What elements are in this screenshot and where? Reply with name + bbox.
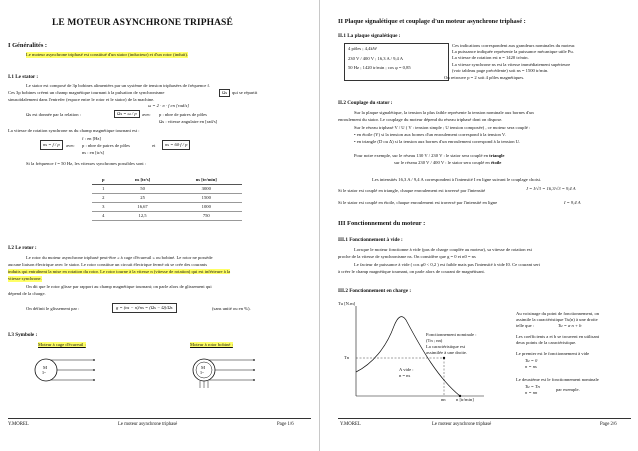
- graph-idle-label-2: n = ns: [399, 373, 411, 378]
- rotor-para-line-4: vitesse synchrone.: [8, 276, 42, 281]
- rotor-para-line-1: Le rotor du moteur asynchrone triphasé peut-être « à cage d'écureuil » ou bobiné. Le rotor ne possède: [26, 255, 213, 260]
- motor-m-label-wound: M: [201, 365, 206, 370]
- ns-intro: La vitesse de rotation synchrone ns du champ magnétique tournant est :: [8, 128, 140, 133]
- motor-phase-label-cage: 3~: [42, 371, 46, 375]
- def-ns: ns : en [tr/s]: [82, 150, 105, 155]
- def-p: p : nbre de paires de pôles: [159, 112, 207, 117]
- linear-approx-2: assimile la caractéristique Tu(n) à une droite: [516, 317, 598, 322]
- table-cell: 12,5: [115, 211, 171, 220]
- motor-phase-label-wound: 3~: [200, 371, 204, 375]
- document-title: LE MOTEUR ASYNCHRONE TRIPHASÉ: [52, 18, 233, 28]
- slip-definition-label: On définit le glissement par :: [26, 306, 80, 311]
- first-point-label: Le premier est le fonctionnement à vide: [516, 351, 590, 356]
- first-point-tu: Tu = 0: [525, 358, 538, 363]
- table-cell: 1: [92, 184, 115, 193]
- example-delta-text: Pour notre exemple, sur le réseau 130 V / 230 V : le stator sera couplé en: [354, 153, 488, 158]
- nameplate-line-3: 50 Hz ; 1420 tr/min ; cos φ = 0,85: [348, 65, 411, 71]
- par-exemple: par exemple.: [556, 387, 580, 392]
- table-cell: 1000: [171, 202, 242, 211]
- omega-s-definition: Ωs est donnée par la relation :: [26, 112, 81, 117]
- footer-course: Le moteur asynchrone triphasé: [118, 422, 178, 427]
- wound-motor-label: Moteur à rotor bobiné :: [190, 342, 233, 347]
- omega-s-box: Ωs: [219, 89, 230, 97]
- graph-op-label-4: assimilée à une droite.: [426, 350, 468, 355]
- rotor-para-line-3-text: induits qui entraînent la mise en rotation du rotor. Le rotor tourne à la vitesse n (vitesse de rotation) qui est inférieure à la: [8, 269, 231, 274]
- terminal-dot: [93, 379, 95, 381]
- ns-formula-box: ns = f / p: [40, 140, 63, 150]
- delta-current-note: Si le stator est couplé en triangle, chaque enroulement est traversé par l'intensité: [338, 188, 486, 193]
- table-cell: 3: [92, 202, 115, 211]
- coefficients-2: deux points de la caractéristique.: [516, 340, 577, 345]
- linear-approx-3: telle que :: [516, 323, 535, 328]
- graph-op-label-3: La caractéristique est: [426, 344, 466, 349]
- terminal-dot: [93, 359, 95, 361]
- footer-author: Y.MOREL: [8, 422, 29, 427]
- footer-rule: [338, 418, 631, 419]
- table-cell: 50: [115, 184, 171, 193]
- second-point-tu: Tu = Tn: [525, 384, 540, 389]
- wound-motor-symbol: [188, 348, 260, 390]
- table-cell: 3000: [171, 184, 242, 193]
- terminal-dot: [253, 379, 255, 381]
- idle-para-line-2: proche de la vitesse de synchronisme ns. On considère que g = 0 et n0 = ns: [338, 254, 476, 259]
- section-2-heading: II Plaque signalétique et couplage d'un moteur asynchrone triphasé :: [338, 18, 526, 25]
- cage-motor-symbol: [30, 348, 100, 388]
- avec-label-2: avec: [66, 143, 75, 148]
- example-star-bold: étoile: [490, 160, 502, 165]
- table-row: [92, 184, 242, 193]
- synchronous-speed-table: [92, 175, 242, 221]
- slip-para-line-1: On dit que le rotor glisse par rapport au champ magnétique tournant; on parle alors de glissement qui: [26, 284, 212, 289]
- motor-m-label-cage: M: [43, 365, 48, 370]
- idle-power-factor-2: à créer le champ magnétique tournant, on parle alors de courant de magnétisant.: [338, 269, 485, 274]
- graph-op-label-2: (Tn ; nn): [426, 338, 443, 343]
- section-3-1-heading: III.1 Fonctionnement à vide :: [338, 237, 403, 243]
- section-1-1-heading: I.1 Le stator :: [8, 74, 39, 80]
- nameplate-desc-6: On retrouve p = 2 soit 4 pôles magnétiques.: [444, 75, 525, 80]
- nameplate-desc-2: La puissance indiquée représente la puissance mécanique utile Pu.: [452, 49, 574, 54]
- graph-idle-label-1: A vide :: [399, 367, 414, 372]
- coupling-para-line-1: Sur la plaque signalétique, la tension la plus faible représente la tension nominale aux bornes d'un: [354, 110, 534, 115]
- def-f: f : en [Hz]: [82, 136, 102, 141]
- table-cell: 750: [171, 211, 242, 220]
- footer-page: Page 2/6: [600, 422, 617, 427]
- nameplate-desc-1: Ces indications correspondent aux grandeurs nominales du moteur.: [452, 43, 576, 48]
- linear-formula: Tu = a·n + b: [558, 323, 582, 328]
- table-header-ns-trmin: ns [tr/min]: [171, 175, 242, 184]
- stator-para-line-1: Le stator est composé de 3p bobines alimentées par un système de tension triphasées de fréquence f.: [26, 83, 211, 88]
- idle-para-line-1: Lorsque le moteur fonctionne à vide (pas de charge couplée au moteur), sa vitesse de rotation est: [354, 247, 532, 252]
- slip-formula-box: g = (ns − n)/ns = (Ωs − Ω)/Ωs: [112, 303, 177, 313]
- terminal-dot: [253, 359, 255, 361]
- stator-para-line-3: sinusoïdalement dans l'entrefer (espace entre le rotor et le stator) de la machine.: [8, 97, 155, 102]
- example-star-text: sur le réseau 230 V / 400 V : le stator sera couplé en: [394, 160, 490, 165]
- footer-course: Le moteur asynchrone triphasé: [432, 422, 492, 427]
- table-cell: 16,67: [115, 202, 171, 211]
- table-cell: 25: [115, 193, 171, 202]
- rotor-para-line-2: aucune liaison électrique avec le stator. Le rotor constitue un circuit électrique fermé où se crée des courants: [8, 262, 207, 267]
- line-current-note: Les intensités 16,3 A / 9,4 A correspondent à l'intensité I en ligne suivant le couplage choisi.: [372, 177, 542, 182]
- def-omega-s: Ωs : vitesse angulaire en [rad/s]: [159, 119, 218, 124]
- example-delta: [354, 153, 504, 159]
- torque-curve: [356, 317, 460, 396]
- nameplate-line-2: 230 V / 400 V ; 16,3 A / 9,4 A: [348, 55, 404, 61]
- table-header-p: p: [92, 175, 115, 184]
- coupling-bullet-star: • en étoile (Y) si la tension aux bornes d'un enroulement correspond à la tension V.: [354, 132, 506, 137]
- nameplate-desc-5: (voir tableau page précédente) soit ns = 1500 tr/min.: [452, 68, 549, 73]
- synchronous-speeds-intro: Si la fréquence f = 50 Hz, les vitesses synchrones possibles sont :: [26, 161, 147, 166]
- first-point-n: n = ns: [525, 364, 537, 369]
- coupling-bullet-delta: • en triangle (D ou Δ) si la tension aux bornes d'un enroulement correspond à la tension U.: [354, 139, 521, 144]
- stator-para-line-2: Ces 3p bobines créent un champ magnétique tournant à la pulsation de synchronisme: [8, 90, 165, 95]
- delta-current-formula: J = I/√3 = 16,3/√3 = 9,4 A: [526, 186, 576, 191]
- coefficients-1: Les coefficients a et b se trouvent en utilisant: [516, 334, 600, 339]
- stator-para-line-2b: qui se répartit: [232, 90, 258, 95]
- second-point-label: Le deuxième est le fonctionnement nominale: [516, 377, 599, 382]
- section-3-2-heading: III.2 Fonctionnement en charge :: [338, 288, 412, 294]
- table-row: [92, 193, 242, 202]
- footer-page: Page 1/6: [277, 422, 294, 427]
- footer-rule: [8, 418, 311, 419]
- section-1-heading: I Généralités :: [8, 42, 48, 49]
- rotor-para-line-3: [8, 269, 230, 275]
- def-p-2: p : nbre de paires de pôles: [82, 143, 130, 148]
- slip-unit-note: (sans unité ou en %).: [212, 306, 251, 311]
- omega-formula: ω = 2 · π · f en [rad/s]: [148, 103, 190, 108]
- terminal-dot: [253, 369, 255, 371]
- nameplate-desc-4: La vitesse synchrone ns est la vitesse immédiatement supérieure: [452, 62, 571, 67]
- coupling-network: Sur le réseau triphasé V / U ( V : tension simple ; U tension composée) , ce moteur sera couplé :: [354, 125, 531, 130]
- et-label: et: [152, 143, 156, 148]
- section-1-intro: Le moteur asynchrone triphasé est constitué d'un stator (inducteur) et d'un rotor (induit).: [26, 52, 189, 57]
- terminal-dot: [93, 369, 95, 371]
- avec-label: avec: [142, 112, 151, 117]
- section-2-1-heading: II.1 La plaque signalétique :: [338, 33, 401, 39]
- idle-power-factor-1: Le facteur de puissance à vide ( cos φ0 < 0,2 ) est faible mais pas l'intensité à vide I0. Ce courant sert: [354, 262, 540, 267]
- section-1-2-heading: I.2 Le rotor :: [8, 245, 37, 251]
- table-cell: 4: [92, 211, 115, 220]
- coupling-para-line-2: enroulement du stator. Le couplage du moteur dépend du réseau triphasé dont on dispose.: [338, 117, 503, 122]
- example-star: [394, 160, 501, 166]
- table-cell: 2: [92, 193, 115, 202]
- cage-motor-label: Moteur à cage d'écureuil :: [38, 342, 86, 347]
- graph-y-label: Tu [N.m]: [338, 301, 356, 306]
- graph-op-label-1: Fonctionnement nominale :: [426, 332, 477, 337]
- star-current-formula: I = 9,4 A: [564, 200, 581, 205]
- table-header-ns-trs: ns [tr/s]: [115, 175, 171, 184]
- linear-approx-1: Au voisinage du point de fonctionnement, on: [516, 311, 600, 316]
- nameplate-desc-3: La vitesse de rotation est n = 1420 tr/min.: [452, 55, 529, 60]
- omega-s-formula-box: Ωs = ω / p: [114, 110, 140, 118]
- footer-author: Y.MOREL: [340, 422, 361, 427]
- nameplate-box: [344, 43, 449, 81]
- nameplate-line-1: 4 pôles ; 4,4kW: [348, 46, 378, 51]
- torque-speed-graph: [342, 300, 492, 400]
- page-2: [319, 0, 638, 451]
- graph-nn-label: nn: [441, 397, 446, 402]
- section-3-heading: III Fonctionnement du moteur :: [338, 220, 426, 227]
- table-row: [92, 211, 242, 220]
- second-point-n: n = nn: [525, 390, 538, 395]
- section-1-3-heading: I.3 Symbole :: [8, 332, 38, 338]
- star-current-note: Si le stator est couplé en étoile, chaque enroulement est traversé par l'intensité en ligne: [338, 200, 498, 205]
- ns-rpm-formula-box: ns = 60·f / p: [162, 140, 190, 150]
- example-delta-bold: triangle: [489, 153, 505, 158]
- slip-para-line-2: dépend de la charge.: [8, 291, 46, 296]
- table-row: [92, 202, 242, 211]
- section-2-2-heading: II.2 Couplage du stator :: [338, 100, 393, 106]
- table-header-row: [92, 175, 242, 184]
- graph-x-label: n [tr/min]: [456, 397, 474, 402]
- table-cell: 1500: [171, 193, 242, 202]
- operating-point: [443, 357, 445, 359]
- graph-tn-label: Tn: [344, 355, 350, 360]
